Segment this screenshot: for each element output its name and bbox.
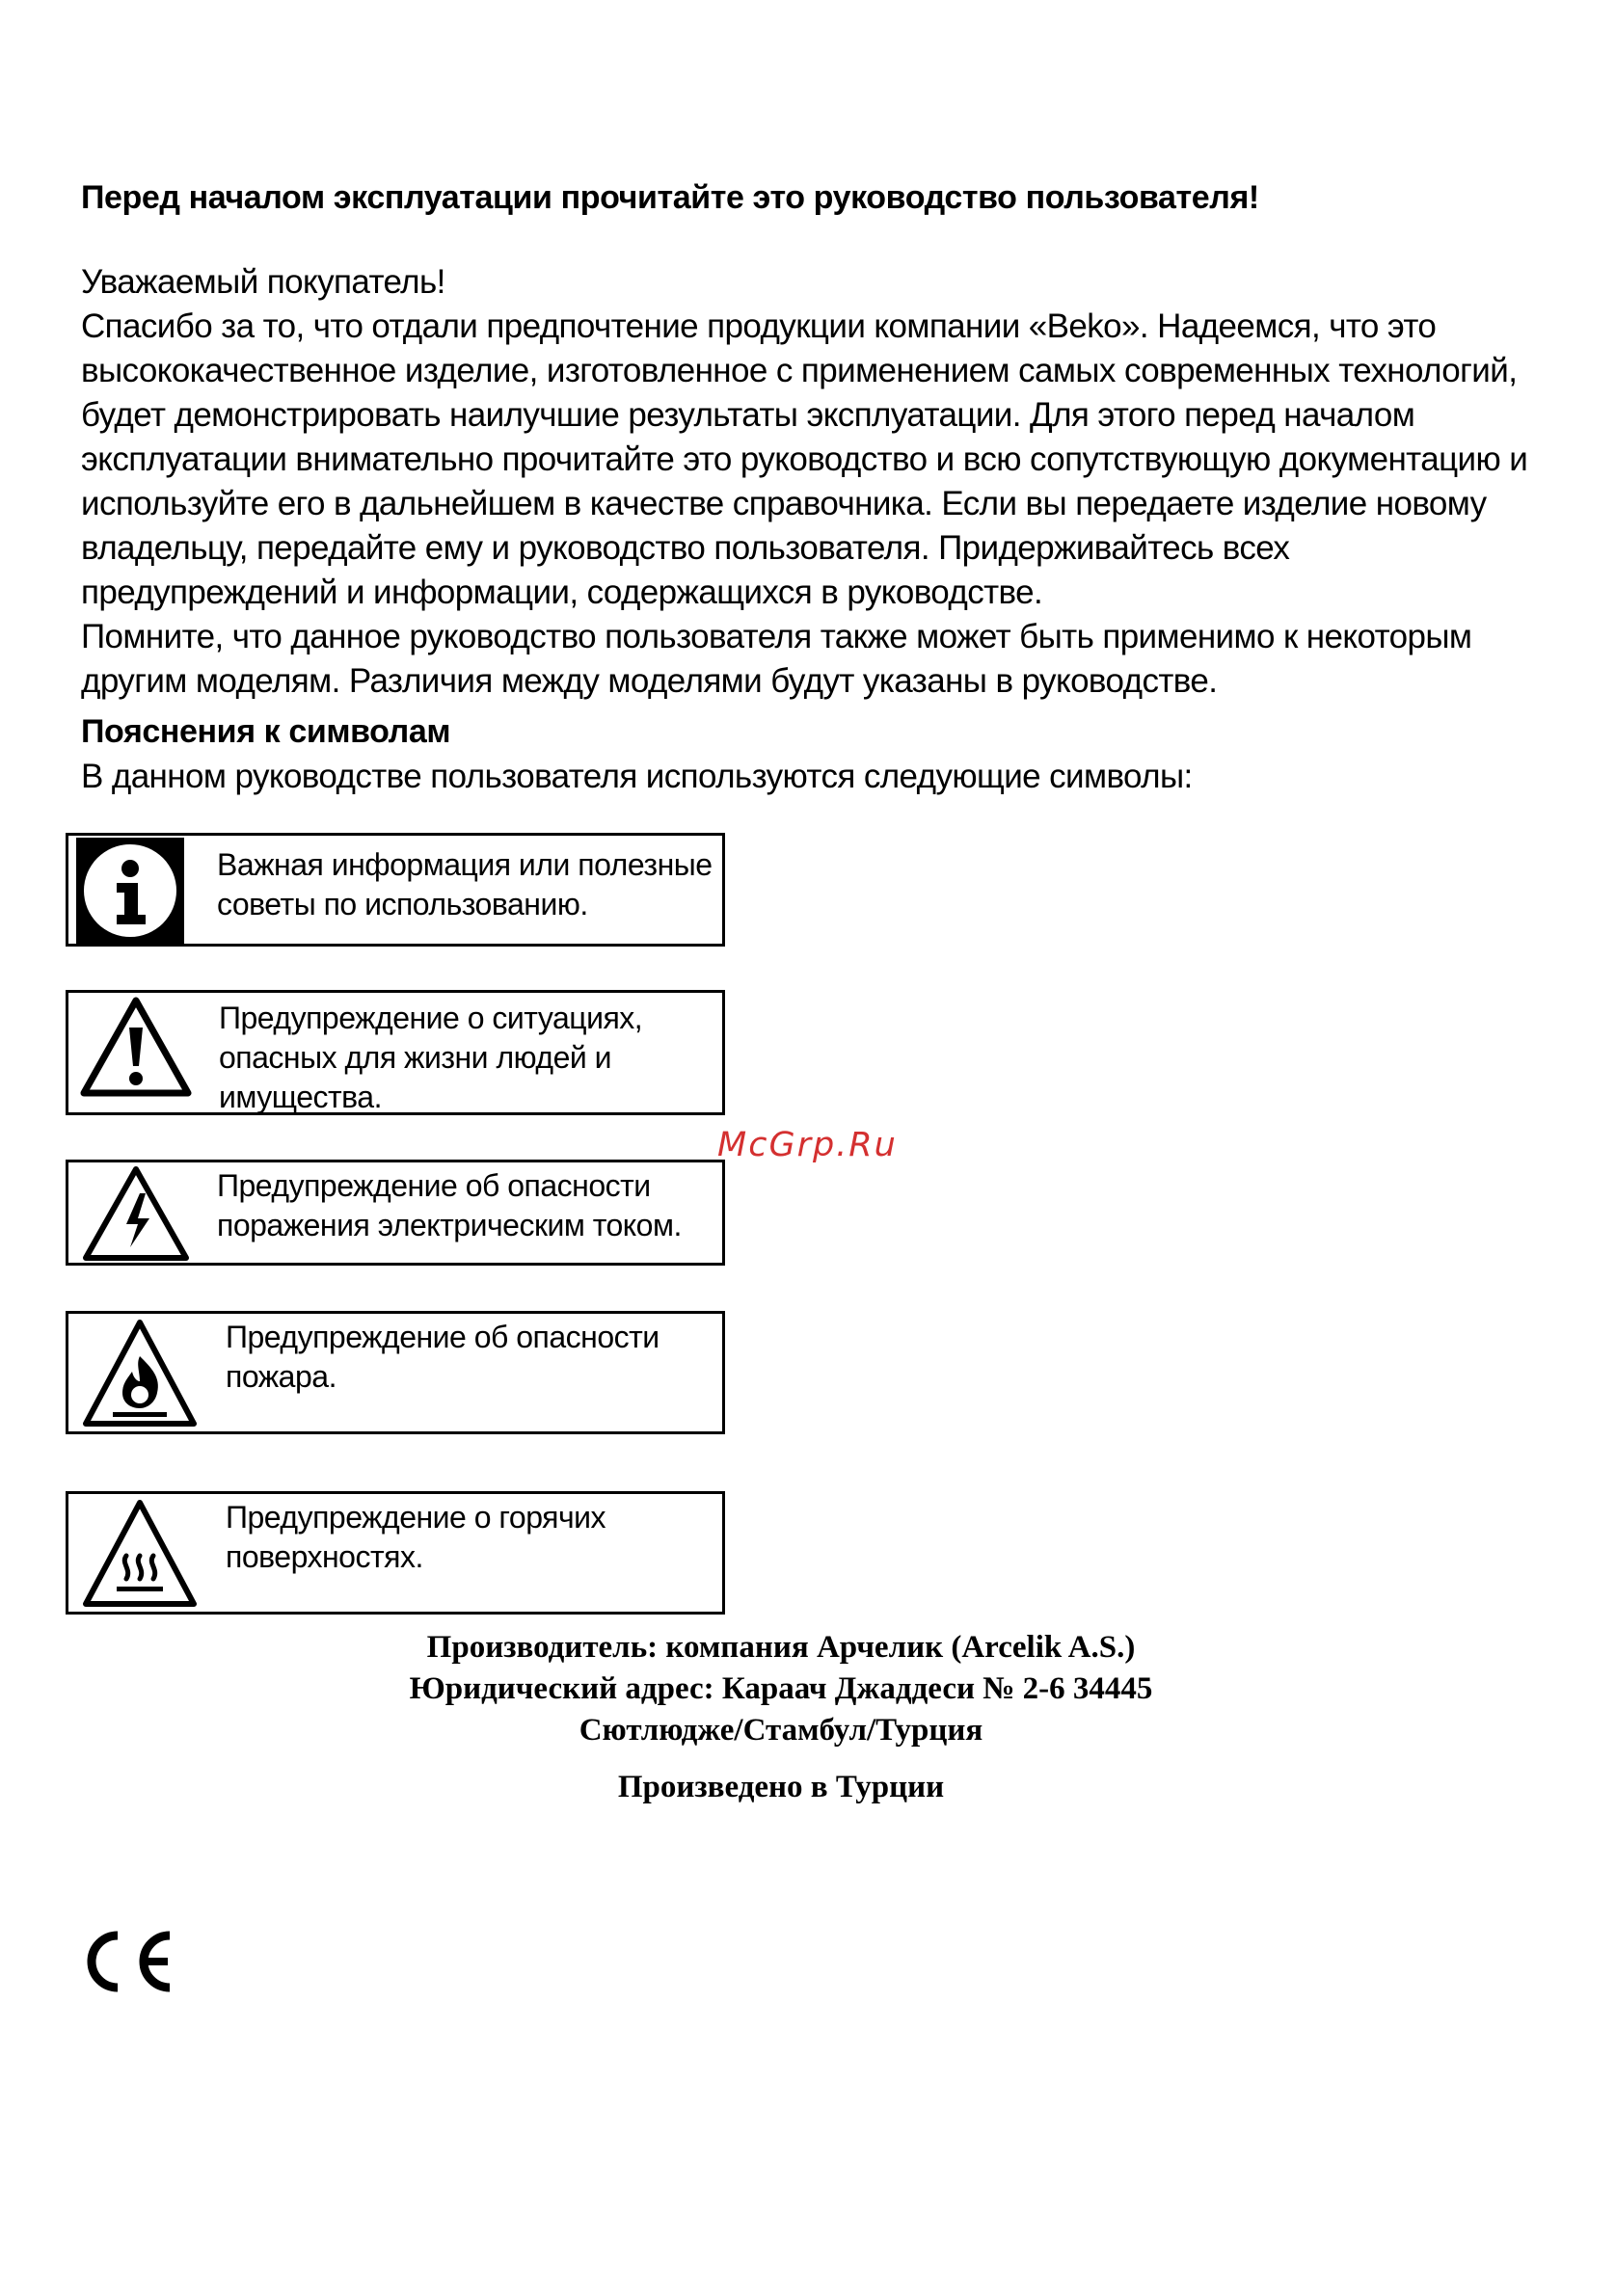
symbol-box-hot-surface — [66, 1491, 725, 1615]
warning-icon — [78, 995, 194, 1106]
symbol-text-line: Важная информация или полезные — [217, 847, 713, 882]
intro-text — [81, 260, 1547, 704]
symbol-text-line: Предупреждение об опасности — [217, 1168, 651, 1203]
symbol-box-electric-shock — [66, 1160, 725, 1266]
symbol-text-line: опасных для жизни людей и — [219, 1040, 612, 1075]
symbol-text-line: Предупреждение о горячих — [226, 1500, 606, 1535]
ce-mark-icon — [79, 1928, 175, 2000]
symbol-text-line: Предупреждение о ситуациях, — [219, 1001, 643, 1035]
symbol-text-line: имущества. — [219, 1080, 382, 1114]
symbol-box-warning — [66, 990, 725, 1115]
symbols-section-intro: В данном руководстве пользователя используются следующие символы: — [81, 758, 1193, 795]
intro-body: Спасибо за то, что отдали предпочтение продукции компании «Beko». Надеемся, что это высококачественное изделие, изготовленное с применением самых современных технологий, будет демонстрировать наилучшие результаты эксплуатации. Для этого перед началом эксплуатации внимательно прочитайте это руководство и всю сопутствующую документацию и используйте его в дальнейшем в качестве справочника. Если вы передаете изделие новому владельцу, передайте ему и руководство пользователя. Придерживайтесь всех предупреждений и информации, содержащихся в руководстве. — [81, 307, 1528, 611]
symbol-text-line: поражения электрическим током. — [217, 1208, 682, 1242]
manufacturer-address: Юридический адрес: Караач Джаддеси № 2-6 34445 — [409, 1671, 1153, 1706]
electric-shock-icon — [80, 1164, 192, 1269]
watermark: McGrp.Ru — [717, 1126, 898, 1164]
intro-note: Помните, что данное руководство пользователя также может быть применимо к некоторым другим моделям. Различия между моделями будут указаны в руководстве. — [81, 618, 1472, 700]
symbol-box-fire — [66, 1311, 725, 1434]
manufacturer-city: Сютлюдже/Стамбул/Турция — [579, 1713, 983, 1748]
info-icon — [76, 838, 184, 948]
manufacturer-info — [328, 1627, 1234, 1751]
page-heading: Перед началом эксплуатации прочитайте это руководство пользователя! — [81, 179, 1259, 216]
symbol-text-line: советы по использованию. — [217, 887, 588, 921]
made-in-label: Произведено в Турции — [617, 1770, 945, 1804]
greeting: Уважаемый покупатель! — [81, 263, 445, 301]
symbol-text-line: Предупреждение об опасности — [226, 1320, 659, 1354]
symbols-section-title: Пояснения к символам — [81, 713, 451, 750]
fire-icon — [80, 1318, 200, 1436]
symbol-text-line: пожара. — [226, 1359, 336, 1394]
symbol-text-line: поверхностях. — [226, 1539, 423, 1574]
hot-surface-icon — [80, 1498, 200, 1616]
manufacturer-line: Производитель: компания Арчелик (Arcelik A.S.) — [426, 1630, 1136, 1665]
symbol-box-info — [66, 833, 725, 947]
